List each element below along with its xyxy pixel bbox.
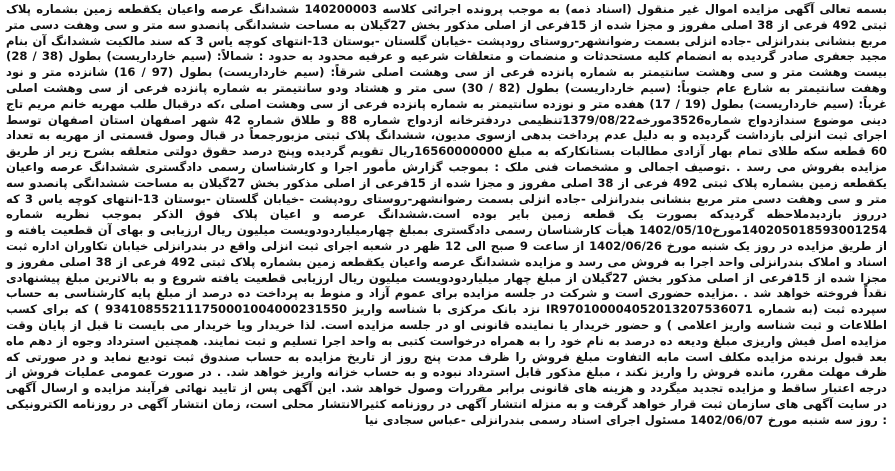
auction-notice-text: بسمه تعالی آگهی مزایده اموال غیر منقول (اسناد ذمه) به موجب پرونده اجرائی کلاسه 140200003 ششدانگ عرصه واعیان یکقطعه زمین بشماره پلاک ثبتی 492 فرعی از 38 اصلی مفروز و مجزا شده از 15فرعی از اصلی مذکور بخش 27گیلان به مساحت ششدانگی پانصدو سه متر و سی وهفت دسی متر مربع بنشانی بندرانزلی -جاده انزلی بسمت رضوانشهر-روستای رودپشت -خیابان گلستان -بوستان 13-انتهای کوچه یاس 3 که سند مالکیت ششدانگ آن بنام مجید جعفری صادر گردیده به انضمام کلیه مستحدثات و منضمات و متعلقات شرعیه و عرفیه محدود به حدود : شمالاً: (سیم خارداریست) بطول (38 / 28) بیست وهشت متر و سی وهشت سانتیمتر به شماره پانزده فرعی از سی وهشت اصلی شرقاً: (سیم خارداریست) بطول (97 / 16) شانزده متر و نود وهفت سانتیمتر به شارع عام جنوباً: (سیم خارداریست) بطول (82 / 30) سی متر و هشتاد ودو سانتیمتر به شماره پانزده فرعی از سی وهشت اصلی غرباً: (سیم خارداریست) بطول (19 / 17) هفده متر و نوزده سانتیمتر به شماره پانزده فرعی از سی وهشت اصلی ،که درقبال طلب مهریه خانم مریم تاج دینی موضوع سندازدواج شماره3526مورخه1379/08/22تنظیمی دردفترخانه ازدواج شماره 88 و طلاق شماره 42 شهر اصفهان استان اصفهان توسط اجرای ثبت انزلی بازداشت گردیده و به دلیل عدم پرداخت بدهی ازسوی مدیون، ششدانگ پلاک ثبتی مزبورجمعاً در قبال وصول قسمتی از مهریه به تعداد 60 قطعه سکه طلای تمام بهار آزادی مطالبات بستانکارکه به مبلغ 16560000000ریال تقویم گردیده وپنج درصد حقوق دولتی متعلقه بشرح زیر از طریق مزایده بفروش می رسد . .توصیف اجمالی و مشخصات فنی ملک : بموجب گزارش مأمور اجرا و کارشناسان رسمی دادگستری ششدانگ عرصه واعیان یکقطعه زمین بشماره پلاک ثبتی 492 فرعی از 38 اصلی مفروز و مجزا شده از 15فرعی از اصلی مذکور بخش 27گیلان به مساحت ششدانگی پانصدو سه متر و سی وهفت دسی متر مربع بنشانی بندرانزلی -جاده انزلی بسمت رضوانشهر-روستای رودپشت -خیابان گلستان -بوستان 13-انتهای کوچه یاس 3 که درروز بازدیدملاحظه گردیدکه بصورت یک قطعه زمین بایر بوده است.ششدانگ عرصه و اعیان پلاک فوق الذکر بموجب نظریه شماره 140205018593001254مورخ1402/05/10 هیأت کارشناسان رسمی دادگستری بمبلغ چهارمیلیاردودویست میلیون ریال ارزیابی و بهای آن قطعیت یافته و از طریق مزایده در روز یک شنبه مورخ 1402/06/26 از ساعت 9 صبح الی 12 ظهر در شعبه اجرای ثبت انزلی واقع در بندرانزلی خیابان تکاوران اداره ثبت اسناد و املاک بندرانزلی واحد اجرا به فروش می رسد و مزایده ششدانگ عرصه واعیان یکقطعه زمین بشماره پلاک ثبتی 492 فرعی از 38 اصلی مفروز و مجزا شده از 15فرعی از اصلی مذکور بخش 27گیلان از مبلغ چهار میلیاردودویست میلیون ریال ارزیابی قطعیت یافته شروع و به بالاترین مبلغ پیشنهادی نقداً فروخته خواهد شد . .مزایده حضوری است و شرکت در جلسه مزایده برای عموم آزاد و منوط به پرداخت ده درصد از مبلغ پایه کارشناسی به حساب سپرده ثبت (به شماره IR970100004052013207536071 نزد بانک مرکزی با شناسه واریز 934108552111750001004000231550 ) که برای کسب اطلاعات و ثبت شناسه واریز اعلامی ) و حضور خریدار یا نماینده قانونی او در جلسه مزایده است. لذا خریدار ویا خریدار می بایست تا قبل از پایان وقت مزایده اصل فیش واریزی مبلغ ودیعه ده درصد به نام خود را به همراه درخواست کتبی به واحد اجرا تسلیم و ثبت نمایند. همچنین استرداد وجوه از دهم ماه بعد قبول برنده مزایده مکلف است مابه التفاوت مبلغ فروش را ظرف مدت پنج روز از تاریخ مزایده به حساب صندوق ثبت تودیع نماید و در صورتی که ظرف مهلت مقرر، مانده فروش را واریز نکند ، مبلغ مذکور قابل استرداد نبوده و به حساب خزانه واریز خواهد شد. . در صورت عمومی عملیات فروش از درجه اعتبار ساقط و مزایده تجدید میگردد و هزینه های قانونی برابر مقررات وصول خواهد شد. این آگهی پس از تایید نهائی فرآیند مزایده و ارسال آگهی در سایت آگهی های سازمان ثبت قرار خواهد گرفت و به منزله انتشار آگهی در روزنامه کثیرالانتشار محلی است، زمان انتشار آگهی در روزنامه الکترونیکی : روز سه شنبه مورخ 1402/06/07 مسئول اجرای اسناد رسمی بندرانزلی -عباس سجادی نیا: [6, 2, 888, 427]
